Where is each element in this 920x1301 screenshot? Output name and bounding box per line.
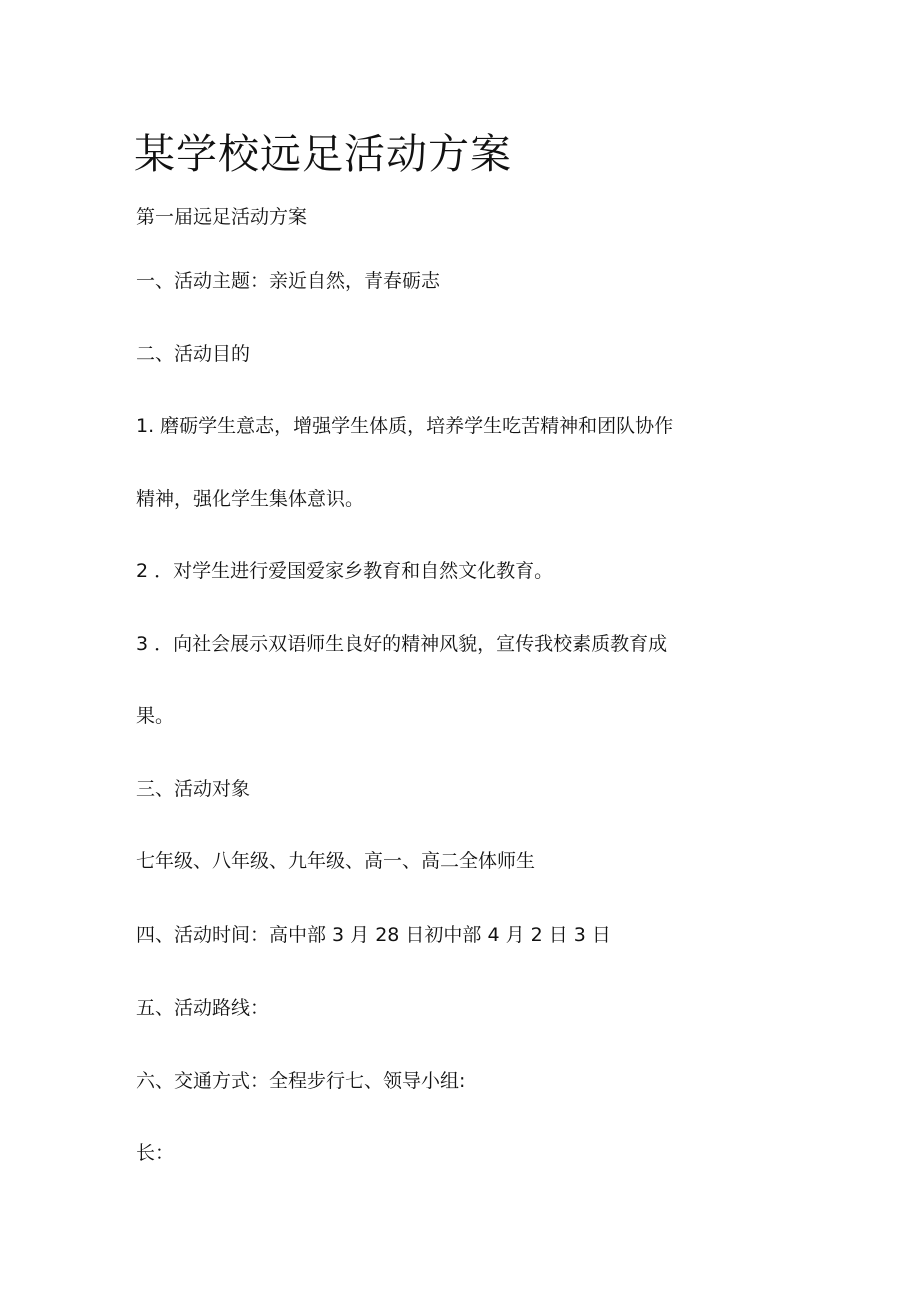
purpose-item-1: 1. 磨砺学生意志，增强学生体质，培养学生吃苦精神和团队协作 [136,415,674,437]
section-transport-and-leadership: 六、交通方式：全程步行七、领导小组: [136,1070,466,1092]
document-title: 某学校远足活动方案 [134,130,512,178]
purpose-item-3: 3 ．向社会展示双语师生良好的精神风貌，宣传我校素质教育成 [136,633,668,655]
participants-text: 七年级、八年级、九年级、高一、高二全体师生 [136,850,536,872]
section-theme: 一、活动主题：亲近自然，青春砺志 [136,270,441,292]
section-time: 四、活动时间：高中部 3 月 28 日初中部 4 月 2 日 3 日 [136,924,611,946]
document-subtitle: 第一届远足活动方案 [136,206,308,228]
leadership-head: 长： [136,1142,175,1164]
section-participants-heading: 三、活动对象 [136,778,251,800]
purpose-item-3-continued: 果。 [136,705,175,727]
purpose-item-2: 2 ．对学生进行爱国爱家乡教育和自然文化教育。 [136,560,554,582]
section-purpose-heading: 二、活动目的 [136,343,251,365]
purpose-item-1-continued: 精神，强化学生集体意识。 [136,488,365,510]
section-route: 五、活动路线： [136,997,270,1019]
